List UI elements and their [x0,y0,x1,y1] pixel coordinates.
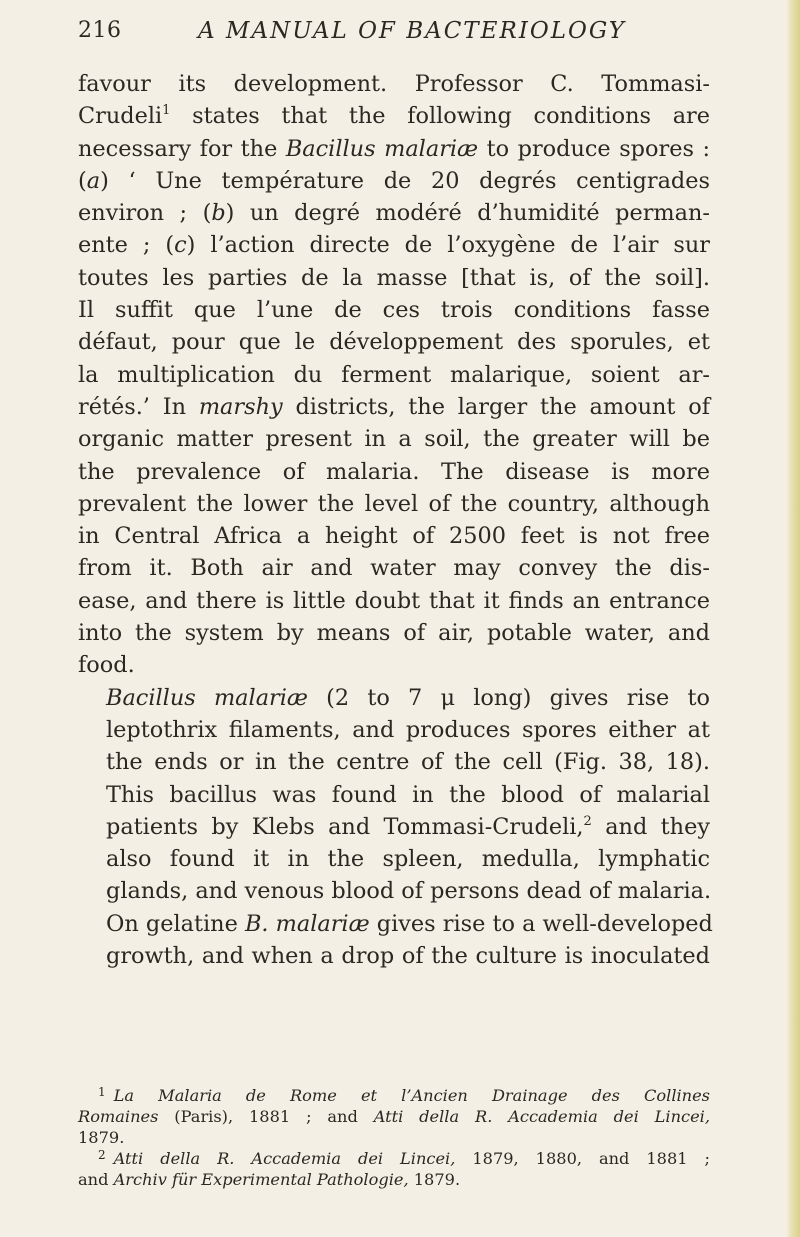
text-line: la multiplication du ferment malarique, soient ar- [78,361,710,388]
text-line: growth, and when a drop of the culture is inoculated [106,943,710,970]
text-line: prevalent the lower the level of the country, although [78,490,710,517]
page-number: 216 [78,18,122,43]
text-line: ease, and there is little doubt that it finds an entrance [78,587,710,614]
text-line: favour its development. Professor C. Tommasi- [78,71,710,97]
text-line: patients by Klebs and Tommasi-Crudeli,$^2$ and they [106,813,710,840]
text-line: food. [78,652,135,679]
text-line: from it. Both air and water may convey the dis- [78,555,710,582]
text-line: This bacillus was found in the blood of malarial [106,781,710,808]
running-title: A MANUAL OF BACTERIOLOGY [198,18,626,44]
footnote-line: Romaines (Paris), 1881 ; and Atti della R. Accademia dei Lincei, [78,1107,710,1126]
text-line: défaut, pour que le développement des sporules, et [78,329,710,356]
footnote-ref-2: 2 [583,813,592,829]
text-line: the prevalence of malaria. The disease is more [78,458,710,485]
paragraph-2 [78,682,713,973]
footnote-line: $^1$ La Malaria de Rome et l’Ancien Drainage des Collines [98,1085,710,1105]
footnote-line: $^2$ Atti della R. Accademia dei Lincei, 1879, 1880, and 1881 ; [98,1148,710,1168]
paragraph-1 [78,68,710,682]
text-line: in Central Africa a height of 2500 feet is not free [78,523,710,550]
text-line: (a) ‘ Une température de 20 degrés centigrades [78,167,710,194]
text-line: Bacillus malariæ (2 to 7 μ long) gives rise to [106,684,710,711]
footnote-1 [78,1085,710,1148]
text-line: organic matter present in a soil, the greater will be [78,426,710,453]
page-edge [786,0,800,1237]
text-line: toutes les parties de la masse [that is, of the soil]. [78,264,710,291]
footnotes [78,1085,710,1190]
text-line: glands, and venous blood of persons dead of malaria. [106,878,712,905]
text-line: rétés.’ In marshy districts, the larger the amount of [78,393,710,420]
text-line: Il suffit que l’une de ces trois conditions fasse [78,297,710,324]
text-line: leptothrix filaments, and produces spores either at [106,716,710,743]
footnote-line: 1879. [78,1128,125,1147]
text-line: into the system by means of air, potable water, and [78,620,710,647]
text-line: environ ; (b) un degré modéré d’humidité perman- [78,200,710,227]
text-line: the ends or in the centre of the cell (Fig. 38, 18). [106,749,710,776]
text-line: Crudeli$^1$ states that the following conditions are [78,103,710,130]
body-text [78,68,713,972]
text-line: necessary for the Bacillus malariæ to produce spores : [78,135,711,162]
running-header [78,14,718,54]
footnote-line: and Archiv für Experimental Pathologie, 1879. [78,1170,461,1189]
text-line: ente ; (c) l’action directe de l’oxygène de l’air sur [78,232,710,259]
footnote-ref-1: 1 [162,103,171,119]
text-line: also found it in the spleen, medulla, lymphatic [106,846,710,873]
text-line: On gelatine B. malariæ gives rise to a well-developed [106,910,713,937]
footnote-2 [78,1148,710,1190]
